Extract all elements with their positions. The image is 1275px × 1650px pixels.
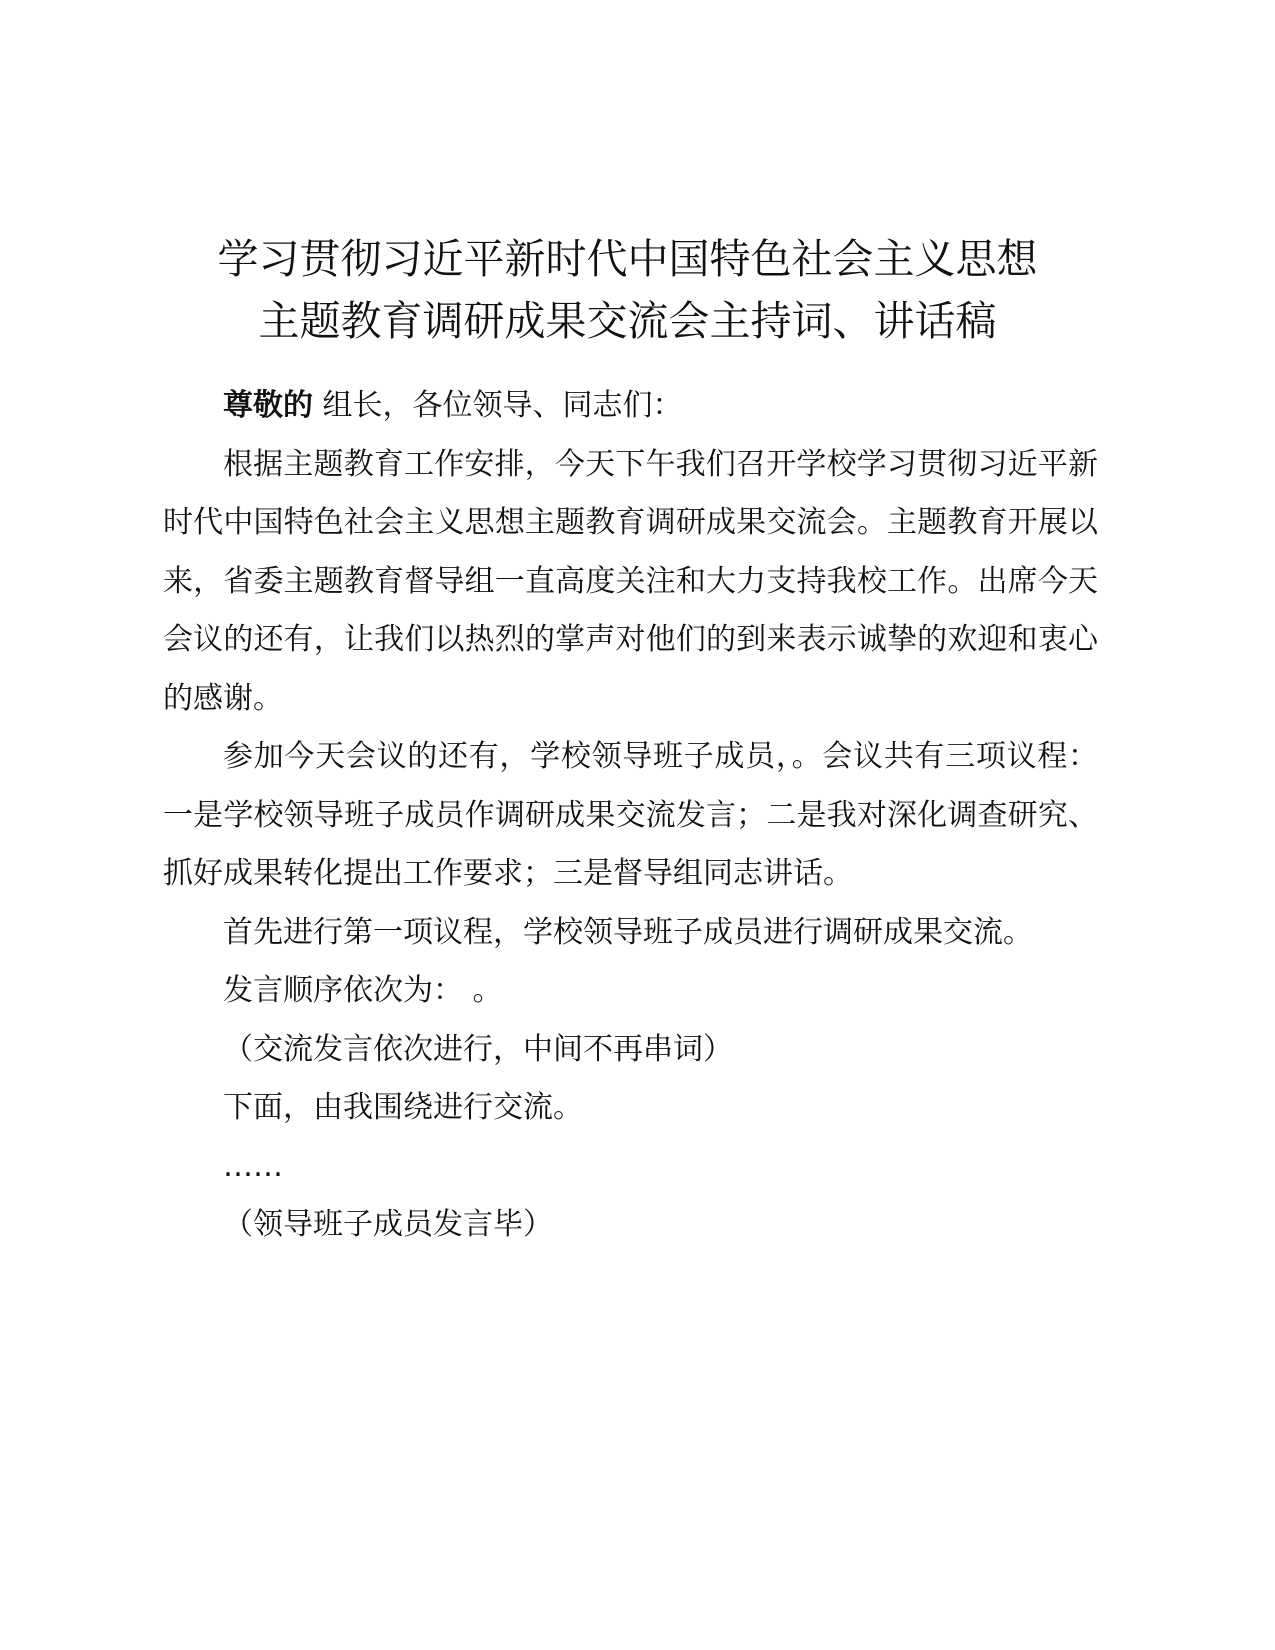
paragraph-7: ……	[223, 1148, 283, 1184]
paragraph-1: 根据主题教育工作安排，今天下午我们召开学校学习贯彻习近平新时代中国特色社会主义思想主题教育调研成果交流会。主题教育开展以来，省委主题教育督导组一直高度关注和大力支持我校工作。出席今天会议的还有，让我们以热烈的掌声对他们的到来表示诚挚的欢迎和衷心的感谢。	[163, 446, 1098, 716]
document-body	[163, 377, 1098, 1255]
paragraph-3: 首先进行第一项议程，学校领导班子成员进行调研成果交流。	[223, 914, 1033, 950]
salutation	[163, 377, 1098, 436]
paragraph-5: （交流发言依次进行，中间不再串词）	[223, 1031, 733, 1067]
salutation-rest: 组长，各位领导、同志们：	[313, 388, 683, 423]
title-line-1: 学习贯彻习近平新时代中国特色社会主义思想	[217, 235, 1038, 283]
paragraph-2: 参加今天会议的还有，学校领导班子成员，。会议共有三项议程：一是学校领导班子成员作调研成果交流发言；二是我对深化调查研究、抓好成果转化提出工作要求；三是督导组同志讲话。	[163, 739, 1098, 891]
title-line-2: 主题教育调研成果交流会主持词、讲话稿	[258, 297, 997, 345]
paragraph-6: 下面，由我围绕进行交流。	[223, 1090, 583, 1125]
salutation-bold: 尊敬的	[223, 388, 313, 423]
document-title	[160, 228, 1095, 352]
paragraph-8: （领导班子成员发言毕）	[223, 1207, 553, 1242]
paragraph-4: 发言顺序依次为： 。	[223, 973, 503, 1008]
